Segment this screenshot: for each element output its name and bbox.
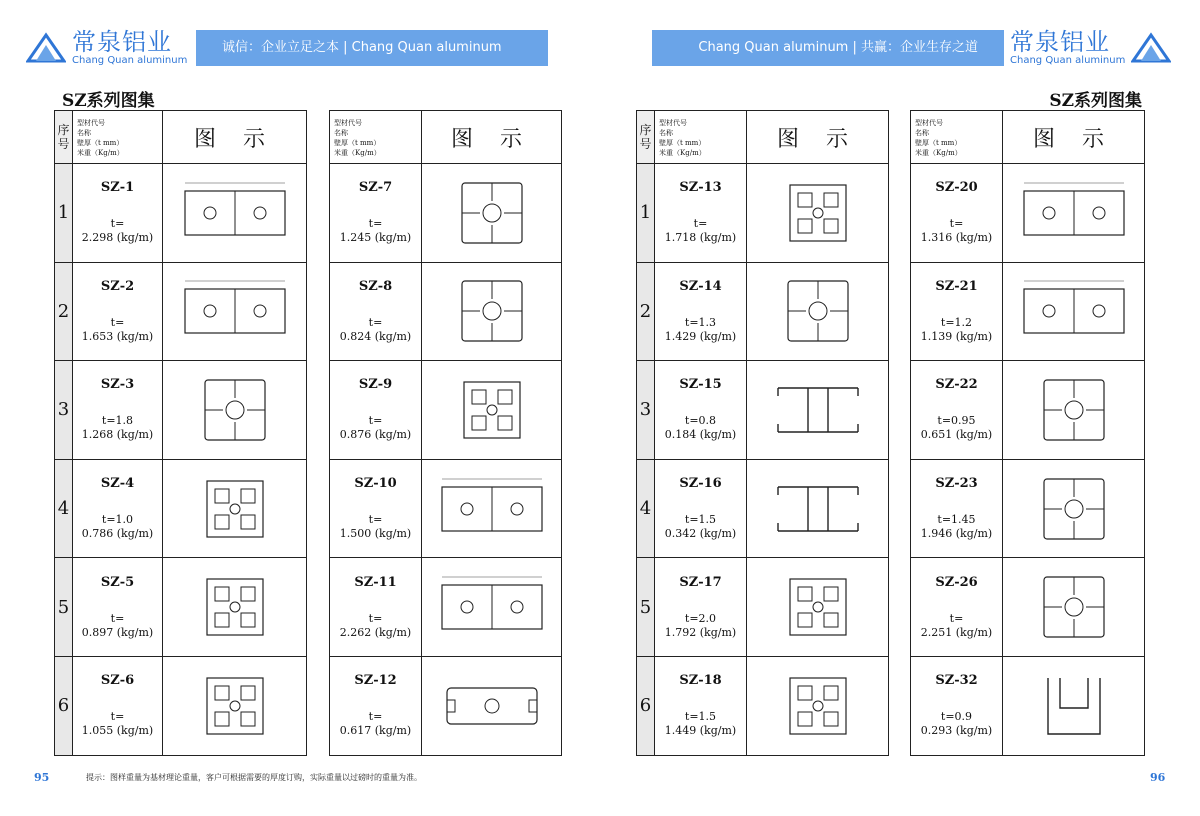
profile-row: [55, 459, 307, 558]
profile-table-3: [636, 110, 889, 756]
profile-row: [637, 558, 889, 657]
profile-section-icon: [753, 467, 883, 551]
profile-spec: [330, 361, 422, 460]
profile-section-icon: [753, 171, 883, 255]
profile-code: SZ-16: [679, 476, 722, 492]
profile-spec: [330, 656, 422, 755]
profile-drawing: [422, 262, 562, 361]
profile-code: SZ-12: [354, 673, 397, 689]
meter-weight: 1.653 (kg/m): [81, 329, 154, 343]
meter-weight: 0.786 (kg/m): [81, 527, 154, 541]
profile-section-icon: [1009, 368, 1139, 452]
profile-drawing: [163, 164, 307, 263]
profile-spec: [911, 164, 1003, 263]
meter-weight: 0.293 (kg/m): [920, 724, 993, 738]
logo-mark-icon: [26, 31, 66, 65]
row-number: 3: [55, 361, 73, 460]
profile-section-icon: [170, 467, 300, 551]
meter-weight: 0.897 (kg/m): [81, 625, 154, 639]
profile-spec: [73, 459, 163, 558]
profile-drawing: [747, 262, 889, 361]
profile-drawing: [1003, 164, 1145, 263]
profile-section-icon: [1009, 467, 1139, 551]
header-spec: 型材代号 名称 壁厚（t mm） 米重（Kg/m）: [330, 111, 422, 164]
profile-drawing: [163, 262, 307, 361]
profile-code: SZ-13: [679, 180, 722, 196]
logo-mark-icon: [1131, 31, 1171, 65]
meter-weight: 1.946 (kg/m): [920, 527, 993, 541]
profile-table-4: [910, 110, 1145, 756]
profile-section-icon: [427, 565, 557, 649]
profile-spec: [73, 361, 163, 460]
brand-logo-right: [1010, 28, 1171, 68]
section-title-right: SZ系列图集: [1049, 91, 1142, 111]
profile-spec: [655, 459, 747, 558]
profile-spec: [73, 164, 163, 263]
profile-row: [911, 558, 1145, 657]
profile-row: [911, 164, 1145, 263]
wall-thickness: t=: [110, 315, 125, 329]
profile-row: [330, 459, 562, 558]
profile-code: SZ-21: [935, 278, 978, 294]
header-spec: 型材代号 名称 壁厚（t mm） 米重（Kg/m）: [911, 111, 1003, 164]
profile-spec: [911, 262, 1003, 361]
profile-row: [911, 656, 1145, 755]
meter-weight: 0.651 (kg/m): [920, 428, 993, 442]
meter-weight: 1.792 (kg/m): [664, 625, 737, 639]
meter-weight: 0.824 (kg/m): [339, 329, 412, 343]
logo-chinese-text: 常泉铝业: [1010, 28, 1110, 56]
profile-code: SZ-8: [358, 278, 393, 294]
profile-drawing: [163, 558, 307, 657]
profile-row: [55, 656, 307, 755]
profile-spec: [330, 558, 422, 657]
profile-drawing: [747, 459, 889, 558]
wall-thickness: t=: [368, 414, 383, 428]
meter-weight: 0.876 (kg/m): [339, 428, 412, 442]
profile-drawing: [1003, 459, 1145, 558]
table-header-row: [55, 111, 307, 164]
profile-drawing: [163, 656, 307, 755]
wall-thickness: t=: [110, 611, 125, 625]
header-picture: 图 示: [422, 111, 562, 164]
profile-row: [330, 558, 562, 657]
wall-thickness: t=1.2: [940, 315, 973, 329]
meter-weight: 2.298 (kg/m): [81, 231, 154, 245]
profile-drawing: [1003, 262, 1145, 361]
profile-section-icon: [1009, 269, 1139, 353]
wall-thickness: t=1.45: [937, 513, 976, 527]
profile-spec: [655, 262, 747, 361]
row-number: 5: [55, 558, 73, 657]
header-num: 序号: [55, 111, 73, 164]
profile-code: SZ-26: [935, 574, 978, 590]
wall-thickness: t=2.0: [684, 611, 717, 625]
wall-thickness: t=0.8: [684, 414, 717, 428]
meter-weight: 1.139 (kg/m): [920, 329, 993, 343]
profile-row: [55, 361, 307, 460]
meter-weight: 0.184 (kg/m): [664, 428, 737, 442]
profile-drawing: [422, 656, 562, 755]
table-header-row: [637, 111, 889, 164]
meter-weight: 0.342 (kg/m): [664, 527, 737, 541]
profile-code: SZ-32: [935, 673, 978, 689]
wall-thickness: t=: [368, 217, 383, 231]
profile-row: [637, 459, 889, 558]
profile-section-icon: [427, 368, 557, 452]
profile-code: SZ-18: [679, 673, 722, 689]
profile-row: [55, 164, 307, 263]
profile-code: SZ-7: [358, 180, 393, 196]
profile-spec: [73, 558, 163, 657]
row-number: 5: [637, 558, 655, 657]
profile-code: SZ-17: [679, 574, 722, 590]
profile-row: [55, 558, 307, 657]
profile-row: [330, 164, 562, 263]
header-spec: 型材代号 名称 壁厚（t mm） 米重（Kg/m）: [655, 111, 747, 164]
wall-thickness: t=: [368, 513, 383, 527]
wall-thickness: t=: [368, 611, 383, 625]
profile-row: [911, 262, 1145, 361]
profile-code: SZ-5: [100, 574, 135, 590]
profile-drawing: [422, 164, 562, 263]
profile-spec: [330, 164, 422, 263]
footer-note: 提示：图样重量为基材理论重量，客户可根据需要的厚度订购，实际重量以过磅时的重量为准。: [86, 773, 422, 782]
profile-drawing: [747, 656, 889, 755]
profile-row: [330, 656, 562, 755]
meter-weight: 1.449 (kg/m): [664, 724, 737, 738]
profile-drawing: [1003, 656, 1145, 755]
wall-thickness: t=: [693, 217, 708, 231]
profile-table-1: [54, 110, 307, 756]
page-number-right: 96: [1150, 771, 1166, 784]
profile-drawing: [163, 459, 307, 558]
profile-code: SZ-20: [935, 180, 978, 196]
profile-section-icon: [427, 467, 557, 551]
meter-weight: 2.262 (kg/m): [339, 625, 412, 639]
profile-code: SZ-6: [100, 673, 135, 689]
profile-spec: [911, 459, 1003, 558]
profile-section-icon: [427, 664, 557, 748]
profile-code: SZ-22: [935, 377, 978, 393]
profile-drawing: [422, 558, 562, 657]
profile-section-icon: [170, 368, 300, 452]
profile-row: [911, 459, 1145, 558]
top-banner: [0, 26, 1200, 70]
meter-weight: 1.718 (kg/m): [664, 231, 737, 245]
header-picture: 图 示: [1003, 111, 1145, 164]
profile-spec: [330, 459, 422, 558]
header-picture: 图 示: [747, 111, 889, 164]
profile-spec: [73, 262, 163, 361]
wall-thickness: t=1.5: [684, 513, 717, 527]
profile-code: SZ-1: [100, 180, 135, 196]
profile-section-icon: [1009, 664, 1139, 748]
row-number: 1: [637, 164, 655, 263]
profile-code: SZ-23: [935, 476, 978, 492]
row-number: 2: [637, 262, 655, 361]
wall-thickness: t=1.5: [684, 710, 717, 724]
meter-weight: 0.617 (kg/m): [339, 724, 412, 738]
brand-logo-left: [26, 28, 187, 68]
profile-drawing: [422, 361, 562, 460]
profile-code: SZ-10: [354, 476, 397, 492]
profile-spec: [911, 361, 1003, 460]
profile-row: [911, 361, 1145, 460]
profile-code: SZ-3: [100, 377, 135, 393]
profile-table-2: [329, 110, 562, 756]
meter-weight: 1.245 (kg/m): [339, 231, 412, 245]
profile-code: SZ-4: [100, 476, 135, 492]
profile-section-icon: [1009, 171, 1139, 255]
wall-thickness: t=: [110, 710, 125, 724]
row-number: 2: [55, 262, 73, 361]
profile-section-icon: [170, 171, 300, 255]
wall-thickness: t=: [368, 710, 383, 724]
wall-thickness: t=1.0: [101, 513, 134, 527]
profile-section-icon: [170, 565, 300, 649]
profile-drawing: [747, 164, 889, 263]
profile-code: SZ-14: [679, 278, 722, 294]
profile-section-icon: [427, 269, 557, 353]
section-title-left: SZ系列图集: [62, 91, 155, 111]
wall-thickness: t=: [110, 217, 125, 231]
profile-spec: [655, 361, 747, 460]
profile-row: [637, 656, 889, 755]
profile-spec: [911, 558, 1003, 657]
wall-thickness: t=1.3: [684, 315, 717, 329]
profile-drawing: [1003, 558, 1145, 657]
row-number: 3: [637, 361, 655, 460]
logo-english-text: Chang Quan aluminum: [1010, 55, 1126, 66]
profile-drawing: [163, 361, 307, 460]
logo-chinese-text: 常泉铝业: [72, 28, 172, 56]
wall-thickness: t=1.8: [101, 414, 134, 428]
profile-section-icon: [753, 368, 883, 452]
meter-weight: 1.429 (kg/m): [664, 329, 737, 343]
profile-row: [55, 262, 307, 361]
profile-drawing: [747, 361, 889, 460]
meter-weight: 2.251 (kg/m): [920, 625, 993, 639]
wall-thickness: t=: [949, 217, 964, 231]
slogan-right: Chang Quan aluminum | 共赢：企业生存之道: [652, 30, 1004, 66]
row-number: 4: [637, 459, 655, 558]
profile-spec: [911, 656, 1003, 755]
header-spec: 型材代号 名称 壁厚（t mm） 米重（Kg/m）: [73, 111, 163, 164]
header-num: 序号: [637, 111, 655, 164]
meter-weight: 1.500 (kg/m): [339, 527, 412, 541]
profile-section-icon: [1009, 565, 1139, 649]
wall-thickness: t=: [949, 611, 964, 625]
row-number: 6: [637, 656, 655, 755]
profile-spec: [330, 262, 422, 361]
meter-weight: 1.268 (kg/m): [81, 428, 154, 442]
page-number-left: 95: [34, 771, 50, 784]
meter-weight: 1.055 (kg/m): [81, 724, 154, 738]
wall-thickness: t=0.95: [937, 414, 976, 428]
profile-code: SZ-2: [100, 278, 135, 294]
meter-weight: 1.316 (kg/m): [920, 231, 993, 245]
row-number: 1: [55, 164, 73, 263]
profile-row: [637, 262, 889, 361]
profile-code: SZ-9: [358, 377, 393, 393]
profile-drawing: [747, 558, 889, 657]
profile-drawing: [1003, 361, 1145, 460]
profile-section-icon: [753, 664, 883, 748]
profile-code: SZ-15: [679, 377, 722, 393]
profile-row: [330, 262, 562, 361]
row-number: 4: [55, 459, 73, 558]
wall-thickness: t=0.9: [940, 710, 973, 724]
header-picture: 图 示: [163, 111, 307, 164]
profile-row: [330, 361, 562, 460]
profile-section-icon: [170, 664, 300, 748]
row-number: 6: [55, 656, 73, 755]
table-header-row: [330, 111, 562, 164]
table-header-row: [911, 111, 1145, 164]
profile-drawing: [422, 459, 562, 558]
profile-spec: [655, 164, 747, 263]
profile-code: SZ-11: [354, 574, 397, 590]
profile-section-icon: [753, 565, 883, 649]
wall-thickness: t=: [368, 315, 383, 329]
profile-section-icon: [753, 269, 883, 353]
profile-row: [637, 361, 889, 460]
profile-row: [637, 164, 889, 263]
profile-section-icon: [170, 269, 300, 353]
profile-spec: [655, 558, 747, 657]
profile-spec: [73, 656, 163, 755]
profile-spec: [655, 656, 747, 755]
profile-section-icon: [427, 171, 557, 255]
logo-english-text: Chang Quan aluminum: [72, 55, 188, 66]
slogan-left: 诚信：企业立足之本 | Chang Quan aluminum: [196, 30, 548, 66]
